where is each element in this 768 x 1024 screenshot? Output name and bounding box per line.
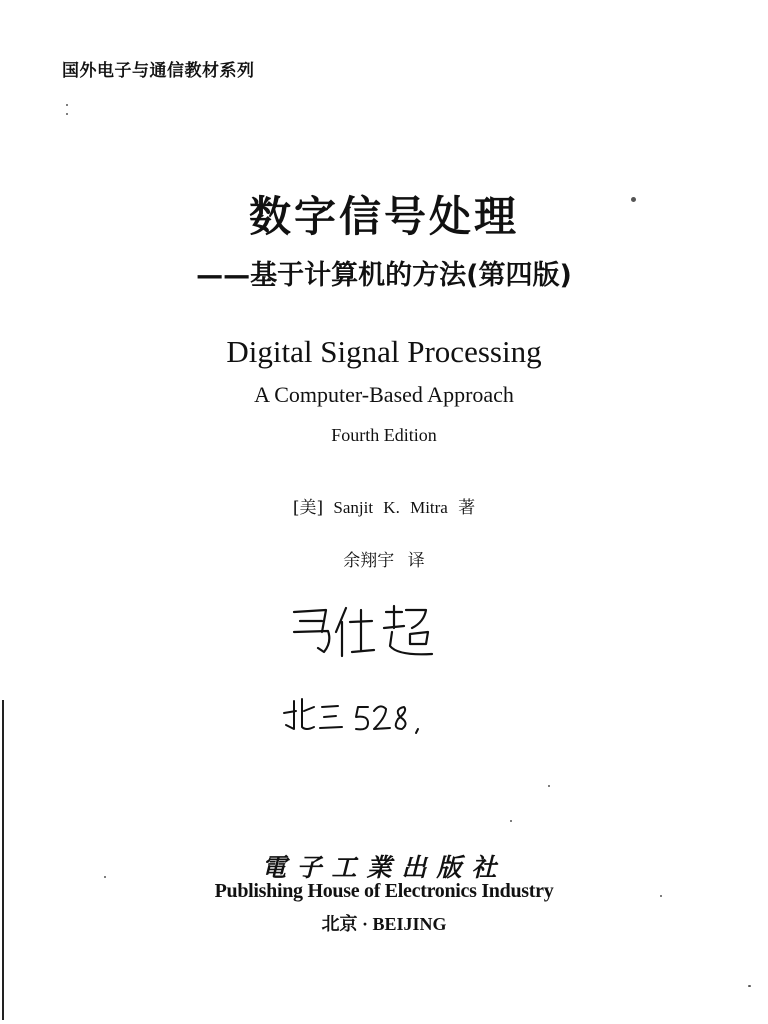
scan-speck: [748, 985, 751, 987]
handwritten-signature: [288, 602, 438, 664]
publisher-city: 北京 · BEIJING: [321, 914, 447, 934]
publisher-english-name: Publishing House of Electronics Industry: [214, 880, 554, 902]
author-name: Sanjit K. Mitra: [333, 498, 448, 517]
scan-speck: [510, 820, 512, 822]
scan-speck: [660, 895, 662, 897]
scan-speck: [66, 113, 68, 115]
translator-role: 译: [407, 551, 425, 571]
english-subtitle: A Computer-Based Approach: [254, 382, 514, 407]
publisher-chinese-name: 電子工業出版社: [261, 853, 507, 882]
scan-speck: [631, 197, 636, 202]
scan-edge-line: [2, 700, 4, 1020]
series-name: 国外电子与通信教材系列: [62, 61, 255, 81]
handwritten-note: [282, 695, 432, 737]
chinese-title: 数字信号处理: [248, 192, 519, 241]
scan-speck: [104, 876, 106, 878]
author-nationality: [美]: [292, 498, 324, 518]
scan-speck: [548, 785, 550, 787]
translator-line: [0, 546, 768, 571]
scan-speck: [66, 104, 68, 106]
edition: Fourth Edition: [331, 425, 437, 445]
author-role: 著: [458, 498, 476, 518]
english-title: Digital Signal Processing: [226, 334, 542, 369]
translator-name: 余翔宇: [343, 551, 395, 571]
chinese-subtitle: ——基于计算机的方法(第四版): [196, 260, 572, 291]
author-line: [0, 493, 768, 518]
